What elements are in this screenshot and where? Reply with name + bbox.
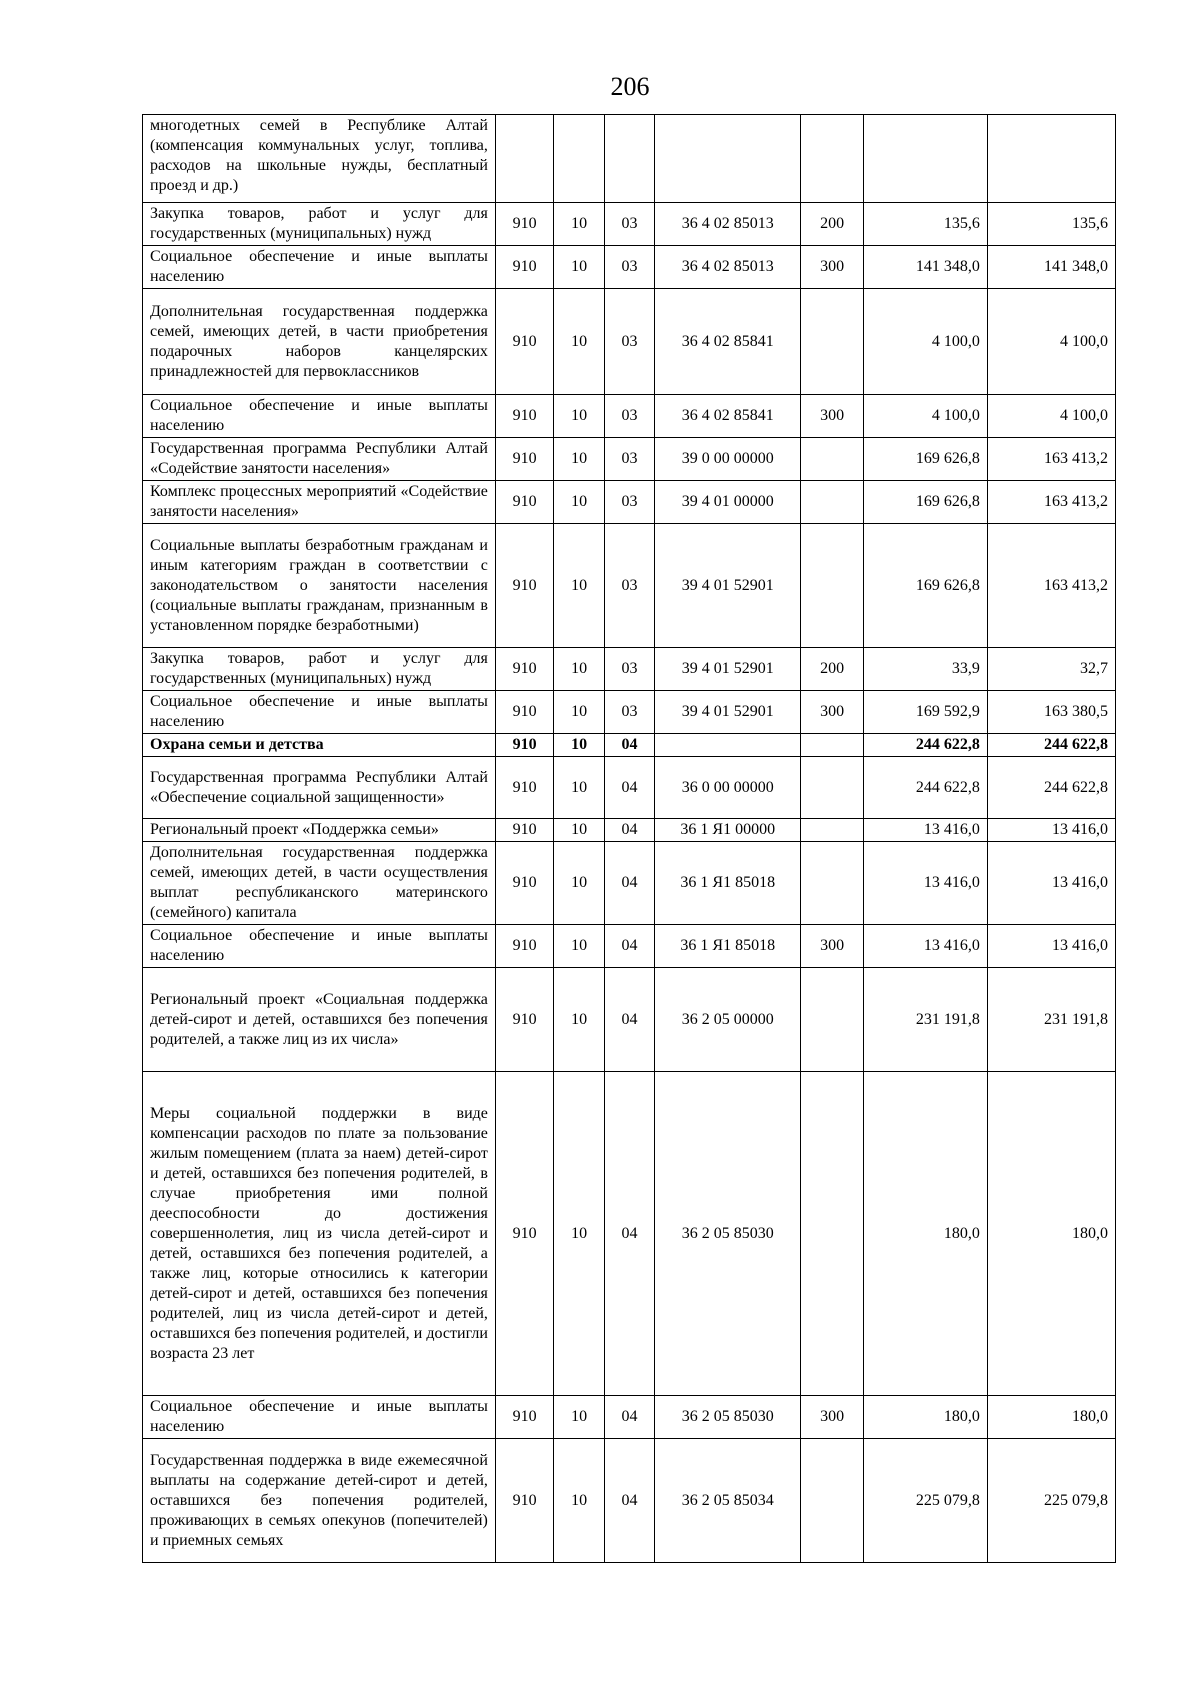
row-pr: 04	[604, 842, 654, 925]
row-rz: 10	[554, 203, 604, 246]
row-sum-1	[863, 115, 987, 203]
table-row	[143, 968, 1116, 1072]
row-csr: 39 4 01 52901	[655, 524, 801, 648]
row-ved: 910	[495, 842, 553, 925]
row-sum-1: 4 100,0	[863, 289, 987, 395]
row-pr: 03	[604, 203, 654, 246]
row-name: Социальное обеспечение и иные выплаты населению	[143, 246, 496, 289]
row-sum-2: 135,6	[987, 203, 1115, 246]
row-ved: 910	[495, 246, 553, 289]
table-row	[143, 438, 1116, 481]
row-csr: 36 2 05 00000	[655, 968, 801, 1072]
row-sum-2: 231 191,8	[987, 968, 1115, 1072]
row-csr: 36 4 02 85013	[655, 246, 801, 289]
row-pr: 04	[604, 819, 654, 842]
row-rz: 10	[554, 968, 604, 1072]
row-ved: 910	[495, 734, 553, 757]
row-rz: 10	[554, 842, 604, 925]
table-row	[143, 115, 1116, 203]
row-ved: 910	[495, 1439, 553, 1563]
row-vr	[801, 1072, 864, 1396]
row-name: Закупка товаров, работ и услуг для государственных (муниципальных) нужд	[143, 203, 496, 246]
row-sum-2: 244 622,8	[987, 734, 1115, 757]
row-rz: 10	[554, 1439, 604, 1563]
row-pr: 04	[604, 1396, 654, 1439]
row-ved: 910	[495, 395, 553, 438]
table-row	[143, 691, 1116, 734]
row-vr	[801, 438, 864, 481]
row-name: Социальное обеспечение и иные выплаты населению	[143, 1396, 496, 1439]
row-ved: 910	[495, 691, 553, 734]
table-row	[143, 203, 1116, 246]
row-csr	[655, 734, 801, 757]
row-sum-1: 135,6	[863, 203, 987, 246]
row-pr: 03	[604, 481, 654, 524]
row-rz: 10	[554, 289, 604, 395]
row-name: Социальное обеспечение и иные выплаты населению	[143, 691, 496, 734]
row-csr: 36 2 05 85030	[655, 1396, 801, 1439]
row-ved	[495, 115, 553, 203]
row-sum-2: 244 622,8	[987, 757, 1115, 819]
row-vr	[801, 524, 864, 648]
table-row	[143, 1396, 1116, 1439]
row-pr: 03	[604, 524, 654, 648]
row-pr: 04	[604, 757, 654, 819]
row-ved: 910	[495, 481, 553, 524]
row-name: Охрана семьи и детства	[143, 734, 496, 757]
row-sum-2: 163 380,5	[987, 691, 1115, 734]
row-vr	[801, 481, 864, 524]
row-csr: 36 1 Я1 85018	[655, 925, 801, 968]
row-csr: 36 0 00 00000	[655, 757, 801, 819]
row-pr: 03	[604, 395, 654, 438]
row-sum-1: 244 622,8	[863, 734, 987, 757]
row-pr: 03	[604, 438, 654, 481]
table-row	[143, 395, 1116, 438]
row-sum-2: 32,7	[987, 648, 1115, 691]
row-sum-2: 4 100,0	[987, 289, 1115, 395]
row-pr: 04	[604, 1072, 654, 1396]
row-sum-2: 4 100,0	[987, 395, 1115, 438]
row-ved: 910	[495, 925, 553, 968]
row-csr: 36 4 02 85013	[655, 203, 801, 246]
row-name: Государственная программа Республики Алтай «Обеспечение социальной защищенности»	[143, 757, 496, 819]
row-vr	[801, 115, 864, 203]
row-name: Социальное обеспечение и иные выплаты населению	[143, 395, 496, 438]
row-ved: 910	[495, 648, 553, 691]
row-pr: 03	[604, 289, 654, 395]
row-sum-2	[987, 115, 1115, 203]
row-vr	[801, 819, 864, 842]
row-rz: 10	[554, 246, 604, 289]
row-rz: 10	[554, 757, 604, 819]
table-row	[143, 524, 1116, 648]
row-sum-1: 13 416,0	[863, 925, 987, 968]
row-vr: 300	[801, 925, 864, 968]
row-rz: 10	[554, 1396, 604, 1439]
row-csr	[655, 115, 801, 203]
table-row	[143, 819, 1116, 842]
row-pr: 04	[604, 925, 654, 968]
table-row	[143, 842, 1116, 925]
row-ved: 910	[495, 438, 553, 481]
row-csr: 36 2 05 85030	[655, 1072, 801, 1396]
row-sum-2: 13 416,0	[987, 842, 1115, 925]
row-vr: 200	[801, 203, 864, 246]
row-sum-2: 13 416,0	[987, 925, 1115, 968]
row-sum-1: 13 416,0	[863, 819, 987, 842]
row-csr: 39 4 01 00000	[655, 481, 801, 524]
row-sum-1: 169 626,8	[863, 481, 987, 524]
row-vr: 300	[801, 246, 864, 289]
row-csr: 39 4 01 52901	[655, 691, 801, 734]
row-sum-2: 163 413,2	[987, 481, 1115, 524]
row-name: Государственная программа Республики Алтай «Содействие занятости населения»	[143, 438, 496, 481]
row-ved: 910	[495, 819, 553, 842]
row-sum-2: 141 348,0	[987, 246, 1115, 289]
row-pr: 03	[604, 691, 654, 734]
row-name: Социальное обеспечение и иные выплаты населению	[143, 925, 496, 968]
row-rz: 10	[554, 734, 604, 757]
table-row	[143, 289, 1116, 395]
table-row	[143, 648, 1116, 691]
row-sum-2: 13 416,0	[987, 819, 1115, 842]
row-sum-2: 163 413,2	[987, 524, 1115, 648]
row-pr	[604, 115, 654, 203]
row-csr: 36 2 05 85034	[655, 1439, 801, 1563]
row-rz: 10	[554, 481, 604, 524]
row-name: Дополнительная государственная поддержка семей, имеющих детей, в части приобретения подарочных наборов канцелярских принадлежностей для первоклассников	[143, 289, 496, 395]
budget-table	[142, 114, 1116, 1563]
row-sum-1: 180,0	[863, 1072, 987, 1396]
row-name: многодетных семей в Республике Алтай (компенсация коммунальных услуг, топлива, расходов на школьные нужды, бесплатный проезд и др.)	[143, 115, 496, 203]
row-name: Меры социальной поддержки в виде компенсации расходов по плате за пользование жилым помещением (плата за наем) детей-сирот и детей, оставшихся без попечения родителей, в случае приобретения ими полной дееспособности до достижения совершеннолетия, лиц из числа детей-сирот и детей, оставшихся без попечения родителей, а также лиц, которые относились к категории детей-сирот и детей, оставшихся без попечения родителей, лиц из числа детей-сирот и детей, оставшихся без попечения родителей, и достигли возраста 23 лет	[143, 1072, 496, 1396]
row-sum-1: 231 191,8	[863, 968, 987, 1072]
row-pr: 04	[604, 1439, 654, 1563]
row-rz: 10	[554, 1072, 604, 1396]
row-rz: 10	[554, 925, 604, 968]
row-csr: 36 4 02 85841	[655, 289, 801, 395]
row-rz: 10	[554, 395, 604, 438]
table-row	[143, 1439, 1116, 1563]
row-name: Дополнительная государственная поддержка семей, имеющих детей, в части осуществления выплат республиканского материнского (семейного) капитала	[143, 842, 496, 925]
row-pr: 03	[604, 648, 654, 691]
row-rz: 10	[554, 438, 604, 481]
row-vr	[801, 734, 864, 757]
row-vr: 300	[801, 395, 864, 438]
row-ved: 910	[495, 524, 553, 648]
row-sum-1: 225 079,8	[863, 1439, 987, 1563]
row-rz: 10	[554, 524, 604, 648]
row-sum-1: 180,0	[863, 1396, 987, 1439]
table-row	[143, 481, 1116, 524]
row-csr: 39 4 01 52901	[655, 648, 801, 691]
row-name: Закупка товаров, работ и услуг для государственных (муниципальных) нужд	[143, 648, 496, 691]
row-name: Государственная поддержка в виде ежемесячной выплаты на содержание детей-сирот и детей, оставшихся без попечения родителей, проживающих в семьях опекунов (попечителей) и приемных семьях	[143, 1439, 496, 1563]
row-csr: 36 1 Я1 00000	[655, 819, 801, 842]
row-name: Комплекс процессных мероприятий «Содействие занятости населения»	[143, 481, 496, 524]
row-vr	[801, 757, 864, 819]
row-sum-2: 163 413,2	[987, 438, 1115, 481]
row-rz: 10	[554, 691, 604, 734]
row-vr	[801, 968, 864, 1072]
row-vr: 300	[801, 1396, 864, 1439]
row-name: Региональный проект «Социальная поддержка детей-сирот и детей, оставшихся без попечения родителей, а также лиц из их числа»	[143, 968, 496, 1072]
row-csr: 36 1 Я1 85018	[655, 842, 801, 925]
row-vr	[801, 842, 864, 925]
row-csr: 36 4 02 85841	[655, 395, 801, 438]
row-sum-2: 225 079,8	[987, 1439, 1115, 1563]
row-name: Социальные выплаты безработным гражданам и иным категориям граждан в соответствии с законодательством о занятости населения (социальные выплаты гражданам, признанным в установленном порядке безработными)	[143, 524, 496, 648]
row-pr: 03	[604, 246, 654, 289]
row-rz: 10	[554, 819, 604, 842]
row-sum-1: 141 348,0	[863, 246, 987, 289]
row-ved: 910	[495, 203, 553, 246]
row-vr: 200	[801, 648, 864, 691]
row-sum-1: 33,9	[863, 648, 987, 691]
table-row	[143, 734, 1116, 757]
row-vr	[801, 1439, 864, 1563]
row-sum-1: 4 100,0	[863, 395, 987, 438]
row-sum-1: 169 626,8	[863, 524, 987, 648]
table-row	[143, 757, 1116, 819]
row-vr	[801, 289, 864, 395]
row-rz: 10	[554, 648, 604, 691]
page-number: 206	[610, 72, 650, 101]
table-row	[143, 925, 1116, 968]
row-csr: 39 0 00 00000	[655, 438, 801, 481]
row-rz	[554, 115, 604, 203]
row-vr: 300	[801, 691, 864, 734]
row-sum-1: 244 622,8	[863, 757, 987, 819]
row-name: Региональный проект «Поддержка семьи»	[143, 819, 496, 842]
row-ved: 910	[495, 289, 553, 395]
row-sum-1: 169 626,8	[863, 438, 987, 481]
row-pr: 04	[604, 968, 654, 1072]
row-pr: 04	[604, 734, 654, 757]
row-sum-2: 180,0	[987, 1072, 1115, 1396]
row-ved: 910	[495, 757, 553, 819]
row-ved: 910	[495, 1072, 553, 1396]
table-row	[143, 246, 1116, 289]
table-row	[143, 1072, 1116, 1396]
row-sum-1: 13 416,0	[863, 842, 987, 925]
row-sum-2: 180,0	[987, 1396, 1115, 1439]
row-sum-1: 169 592,9	[863, 691, 987, 734]
row-ved: 910	[495, 968, 553, 1072]
row-ved: 910	[495, 1396, 553, 1439]
